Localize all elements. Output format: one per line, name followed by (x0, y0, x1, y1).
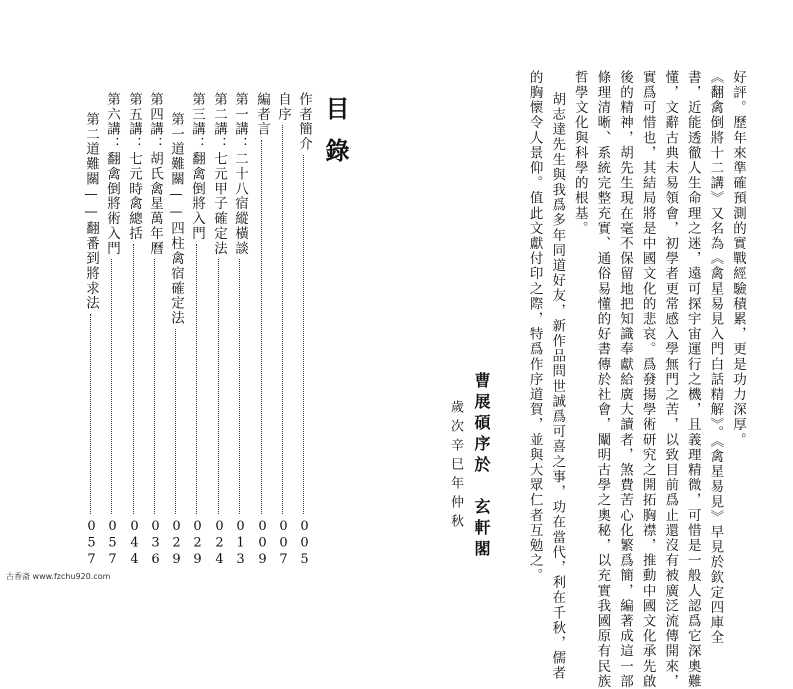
toc-entry-page: 036 (148, 518, 163, 568)
preface-column: 實爲可惜也，其結局將是中國文化的悲哀。爲發揚學術研究之開拓胸襟，推動中國文化承先啟 (639, 70, 656, 689)
toc-entry-label: 第三講：翻禽倒將入門 (189, 92, 205, 241)
toc-leader-dots (175, 329, 176, 514)
preface-column: 好評。歷年來準確預測的實戰經驗積累，更是功力深厚。 (730, 70, 746, 448)
toc-entry[interactable] (189, 92, 205, 568)
toc-entry-label: 作者簡介 (296, 92, 312, 152)
toc-entry[interactable] (232, 92, 248, 568)
preface-date: 歲次辛巳年仲秋 (448, 400, 463, 533)
toc-entry[interactable] (275, 92, 291, 568)
toc-entry[interactable] (126, 92, 142, 568)
toc-entry[interactable] (168, 92, 184, 568)
toc-entry-page: 013 (233, 518, 248, 568)
toc-leader-dots (303, 155, 304, 514)
preface-column: 哲學文化與科學的根基。 (571, 70, 588, 237)
toc-leader-dots (282, 125, 283, 514)
toc-entry-label: 第一道難關——四柱禽宿確定法 (168, 112, 184, 326)
toc-entry[interactable] (254, 92, 270, 568)
preface-column: 《翻禽倒將十二講》又名為《禽星易見入門白話精解》。《禽星易見》早見於欽定四庫全 (707, 70, 724, 646)
toc-entry-label: 自序 (275, 92, 291, 122)
preface-column: 書，近能透徹人生命理之迷，遠可探宇宙運行之機，且義理精微，可惜是一般人認爲它深奧難 (684, 70, 701, 689)
toc-entry-page: 029 (169, 518, 184, 568)
toc-entry[interactable] (147, 92, 163, 568)
preface-column: 懂，文辭古典未易領會，初學者更常感入學無門之苦，以致目前爲止還沒有被廣泛流傳開來， (662, 70, 679, 689)
toc-entry-page: 009 (255, 518, 270, 568)
toc-entry-label: 第二講：七元甲子確定法 (211, 92, 227, 256)
toc-entry-label: 編者言 (254, 92, 270, 137)
toc-leader-dots (218, 259, 219, 514)
preface-author: 曹展碩序於 玄軒閣 (472, 372, 491, 561)
toc-entry-label: 第二道難關——翻番到將求法 (83, 112, 99, 311)
toc-leader-dots (239, 259, 240, 514)
preface-column: 後的精神，胡先生現在毫不保留地把知識奉獻給廣大讀者，煞費苦心化繁爲簡，編著成這一部 (617, 70, 633, 689)
toc-entry-label: 第四講：胡氏禽星萬年曆 (147, 92, 163, 256)
toc-entry-page: 044 (127, 518, 142, 568)
preface-column: 的胸懷令人景仰。值此文獻付印之際，特爲作序道賀，並與大眾仁者互勉之。 (526, 70, 543, 584)
toc-leader-dots (90, 314, 91, 514)
toc-entry-page: 057 (84, 518, 99, 568)
toc-entry-page: 005 (297, 518, 312, 568)
toc-title: 目錄 (321, 96, 350, 180)
toc-entry-page: 007 (276, 518, 291, 568)
toc-entry-page: 029 (190, 518, 205, 568)
preface-column: 胡志達先生與我爲多年同道好友，新作品問世誠爲可喜之事，功在當代，利在千秋，儒者 (549, 92, 566, 681)
toc-leader-dots (154, 259, 155, 514)
toc-leader-dots (261, 140, 262, 514)
preface-column: 條理清晰、系統完整充實、通俗易懂的好書傳於社會，闡明古學之奧秘，以充實我國原有民族 (594, 70, 611, 689)
toc-entry[interactable] (104, 92, 120, 568)
site-footer: 古香斋 www.fzchu920.com (6, 572, 111, 581)
toc-entry[interactable] (83, 92, 99, 568)
toc-entry-page: 057 (105, 518, 120, 568)
toc-entry-page: 024 (212, 518, 227, 568)
toc-entry-label: 第一講：二十八宿縱橫談 (232, 92, 248, 256)
toc-entry[interactable] (296, 92, 312, 568)
toc-leader-dots (133, 244, 134, 514)
toc-leader-dots (111, 259, 112, 514)
toc-entry-label: 第六講：翻禽倒將術入門 (104, 92, 120, 256)
toc-leader-dots (196, 244, 197, 514)
toc-entry[interactable] (211, 92, 227, 568)
toc-entry-label: 第五講：七元時禽總括 (126, 92, 142, 241)
